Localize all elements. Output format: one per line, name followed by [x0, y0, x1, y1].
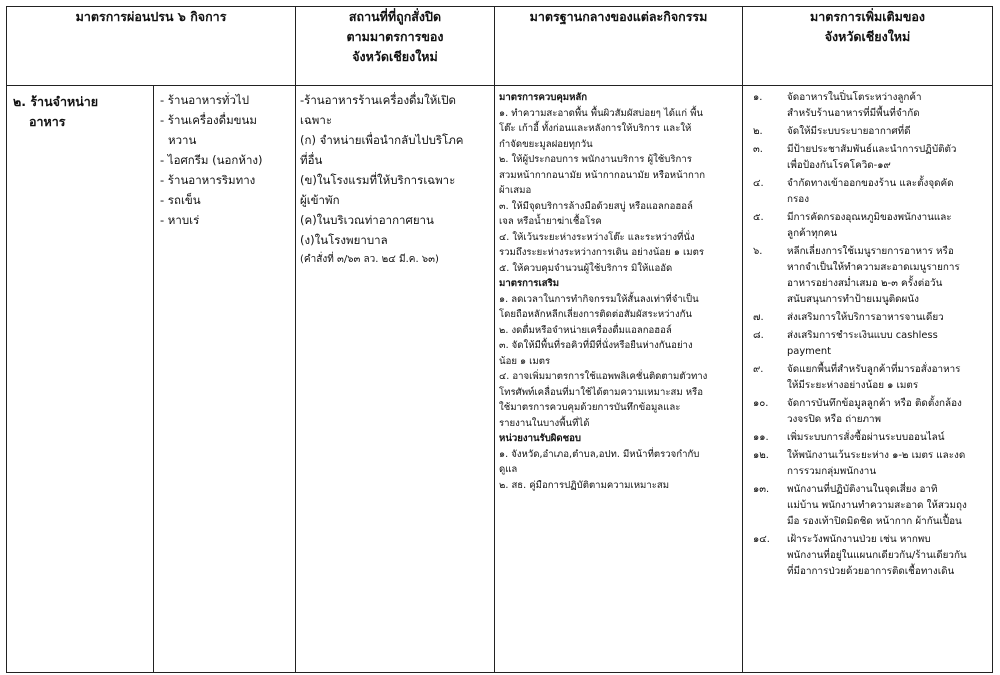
business-item: - ร้านอาหารริมทาง [160, 173, 256, 187]
extra-measure-number: ๕. [753, 212, 764, 223]
header-row [7, 7, 993, 86]
extra-measure-item [747, 328, 988, 362]
header-standard: มาตรฐานกลางของแต่ละกิจกรรม [495, 7, 743, 86]
extra-measure-line: จำกัดทางเข้าออกของร้าน และตั้งจุดคัด [787, 178, 954, 189]
standard-cell [495, 86, 743, 673]
extra-measure-line: จัดแยกพื้นที่สำหรับลูกค้าที่มารอสั่งอาหาร [787, 364, 961, 375]
extra-measure-text [787, 532, 988, 582]
order-reference: (คำสั่งที่ ๓/๖๓ ลว. ๒๔ มี.ค. ๖๓) [300, 254, 439, 265]
responsible-agency-title: หน่วยงานรับผิดชอบ [499, 433, 581, 444]
supplementary-measure-line: ๑. ลดเวลาในการทำกิจกรรมให้สั้นลงเท่าที่จำเป็น [499, 293, 699, 305]
supplementary-measure-line: น้อย ๑ เมตร [499, 355, 551, 367]
supplementary-measure-line: รายงานในบางพื้นที่ได้ [499, 417, 590, 429]
main-measure-line: ๒. ให้ผู้ประกอบการ พนักงานบริการ ผู้ใช้บริการ [499, 154, 692, 165]
supplementary-measures-title: มาตรการเสริม [499, 278, 560, 289]
extra-measure-line: หลีกเลี่ยงการใช้เมนูรายการอาหาร หรือ [787, 246, 954, 257]
responsible-agency-line: ๒. สธ. คู่มือการปฏิบัติตามความเหมาะสม [499, 479, 670, 491]
header-extra-line1: มาตรการเพิ่มเติมของ [810, 9, 925, 24]
measures-table-sheet [6, 6, 992, 668]
extra-measure-text [787, 310, 988, 328]
extra-measures-list [747, 90, 988, 582]
main-measure-line: เจล หรือน้ำยาฆ่าเชื้อโรค [499, 216, 602, 227]
extra-measure-number: ๑. [753, 92, 763, 103]
header-closed-line1: สถานที่ที่ถูกสั่งปิด [348, 9, 442, 24]
main-measure-line: ๓. ให้มีจุดบริการล้างมือด้วยสบู่ หรือแอลกอฮอล์ [499, 200, 693, 212]
extra-measure-number: ๗. [753, 312, 764, 323]
extra-measure-text [787, 244, 988, 310]
header-relax-measures: มาตรการผ่อนปรน ๖ กิจการ [7, 7, 296, 86]
supplementary-measure-line: ๓. จัดให้มีพื้นที่รอคิวที่มีที่นั่งหรือยืนห่างกันอย่าง [499, 340, 693, 351]
extra-measure-item [747, 124, 988, 142]
business-item: - ไอศกรีม (นอกห้าง) [160, 153, 263, 167]
extra-measure-item [747, 310, 988, 328]
extra-measure-line: ส่งเสริมการให้บริการอาหารจานเดียว [787, 312, 944, 323]
extra-measure-item [747, 396, 988, 430]
extra-measure-line: การรวมกลุ่มพนักงาน [787, 466, 877, 477]
business-item: - ร้านอาหารทั่วไป [160, 93, 250, 107]
extra-measure-line: ให้พนักงานเว้นระยะห่าง ๑-๒ เมตร และงด [787, 450, 966, 461]
extra-measure-line: จัดอาหารในปิ่นโตระหว่างลูกค้า [787, 92, 922, 103]
extra-measure-line: กรอง [787, 194, 810, 205]
main-measure-line: ๔. ให้เว้นระยะห่างระหว่างโต๊ะ และระหว่างที่นั่ง [499, 231, 695, 243]
extra-measure-item [747, 142, 988, 176]
extra-measure-line: ลูกค้าทุกคน [787, 228, 838, 239]
supplementary-measure-line: ๔. อาจเพิ่มมาตรการใช้แอพพลิเคชั่นติดตามตัวทาง [499, 371, 708, 382]
extra-measure-item [747, 210, 988, 244]
extra-measure-line: พนักงานที่ปฏิบัติงานในจุดเสี่ยง อาทิ [787, 484, 938, 495]
category-line2: อาหาร [29, 114, 66, 129]
business-item: - หาบเร่ [160, 213, 200, 227]
header-extra-line2: จังหวัดเชียงใหม่ [824, 29, 911, 44]
extra-measure-line: วงจรปิด หรือ ถ่ายภาพ [787, 414, 882, 425]
extra-measure-text [787, 448, 988, 482]
extra-measure-text [787, 362, 988, 396]
main-measures-title: มาตรการควบคุมหลัก [499, 92, 588, 103]
supplementary-measure-line: โดยถือหลักหลีกเลี่ยงการติดต่อสัมผัสระหว่างกัน [499, 309, 692, 320]
extra-measure-text [787, 142, 988, 176]
closed-place-line: -ร้านอาหารร้านเครื่องดื่มให้เปิด [300, 93, 457, 107]
main-measures-lines [499, 106, 738, 277]
main-measure-line: ๕. ให้ควบคุมจำนวนผู้ใช้บริการ มิให้แออัด [499, 262, 673, 274]
extra-measure-number: ๒. [753, 126, 763, 137]
closed-place-line: ผู้เข้าพัก [300, 193, 340, 207]
business-item: หวาน [168, 133, 197, 147]
extra-measure-item [747, 244, 988, 310]
closed-place-line: เฉพาะ [300, 113, 332, 127]
extra-measure-line: payment [787, 346, 832, 357]
extra-measure-number: ๙. [753, 364, 764, 375]
business-list-cell [154, 86, 296, 673]
closed-place-line: (ค)ในบริเวณท่าอากาศยาน [300, 213, 434, 227]
extra-measure-item [747, 448, 988, 482]
extra-measure-line: พนักงานที่อยู่ในแผนกเดียวกัน/ร้านเดียวกัน [787, 550, 967, 561]
extra-measure-number: ๖. [753, 246, 763, 257]
extra-measure-line: ให้มีระยะห่างอย่างน้อย ๑ เมตร [787, 380, 919, 391]
closed-places-lines [300, 90, 490, 250]
extra-measure-item [747, 90, 988, 124]
extra-measure-line: หากจำเป็นให้ทำความสะอาดเมนูรายการ [787, 262, 960, 273]
closed-place-line: (ก) จำหน่ายเพื่อนำกลับไปบริโภค [300, 133, 464, 147]
extra-measure-text [787, 396, 988, 430]
extra-measure-line: แม่บ้าน พนักงานทำความสะอาด ให้สวมถุง [787, 500, 967, 511]
extra-measure-line: เพื่อป้องกันโรคโควิด-๑๙ [787, 160, 891, 171]
responsible-agency-line: ๑. จังหวัด,อำเภอ,ตำบล,อปท. มีหน้าที่ตรวจกำกับ [499, 448, 700, 460]
extra-measure-number: ๓. [753, 144, 763, 155]
extra-measure-item [747, 176, 988, 210]
responsible-agency-lines [499, 447, 738, 494]
extra-measure-number: ๔. [753, 178, 764, 189]
main-measure-line: สวมหน้ากากอนามัย หน้ากากอนามัย หรือหน้ากาก [499, 169, 706, 181]
supplementary-measure-line: ใช้มาตรการควบคุมด้วยการบันทึกข้อมูลและ [499, 402, 681, 413]
extra-measure-text [787, 430, 988, 448]
closed-place-line: (ข)ในโรงแรมที่ให้บริการเฉพาะ [300, 173, 456, 187]
main-measure-line: ผ้าเสมอ [499, 185, 532, 196]
extra-measure-text [787, 328, 988, 362]
food-shop-row [7, 86, 993, 673]
extra-measure-line: มีการคัดกรองอุณหภูมิของพนักงานและ [787, 212, 952, 223]
extra-measure-text [787, 124, 988, 142]
closed-place-line: ที่อื่น [300, 153, 323, 167]
header-closed-line2: ตามมาตรการของ [346, 29, 444, 44]
extra-measure-number: ๑๐. [753, 398, 769, 409]
extra-measure-text [787, 210, 988, 244]
business-list [154, 86, 295, 230]
header-extra-measures [743, 7, 993, 86]
extra-measure-line: เพิ่มระบบการสั่งซื้อผ่านระบบออนไลน์ [787, 432, 945, 443]
extra-measure-line: มือ รองเท้าปิดมิดชิด หน้ากาก ผ้ากันเปื้อน [787, 516, 962, 527]
supplementary-measures-lines [499, 292, 738, 432]
header-closed-line3: จังหวัดเชียงใหม่ [352, 49, 438, 64]
extra-measure-item [747, 532, 988, 582]
main-measure-line: โต๊ะ เก้าอี้ ทั้งก่อนและหลังการให้บริการ และให้ [499, 123, 692, 134]
closed-place-line: (ง)ในโรงพยาบาล [300, 233, 388, 247]
responsible-agency-line: ดูแล [499, 464, 518, 475]
main-measure-line: กำจัดขยะมูลฝอยทุกวัน [499, 138, 593, 150]
extra-measure-item [747, 362, 988, 396]
extra-measure-line: จัดให้มีระบบระบายอากาศที่ดี [787, 126, 911, 137]
extra-measure-number: ๑๓. [753, 484, 770, 495]
extra-measure-line: ที่มีอาการป่วยด้วยอาการติดเชื้อทางเดิน [787, 566, 955, 577]
closed-places-cell [296, 86, 495, 673]
extra-measure-item [747, 430, 988, 448]
extra-measure-line: ส่งเสริมการชำระเงินแบบ cashless [787, 330, 938, 341]
extra-measure-number: ๑๔. [753, 534, 770, 545]
main-measure-line: ๑. ทำความสะอาดพื้น พื้นผิวสัมผัสบ่อยๆ ได้แก่ พื้น [499, 107, 703, 119]
extra-measure-number: ๑๒. [753, 450, 769, 461]
header-closed-places [296, 7, 495, 86]
extra-measure-item [747, 482, 988, 532]
extra-measure-text [787, 482, 988, 532]
main-measure-line: รวมถึงระยะห่างระหว่างการเดิน อย่างน้อย ๑ เมตร [499, 247, 704, 258]
supplementary-measure-line: โทรศัพท์เคลื่อนที่มาใช้ได้ตามความเหมาะสม หรือ [499, 386, 703, 398]
extra-measure-number: ๑๑. [753, 432, 769, 443]
extra-measure-line: อาหารอย่างสม่ำเสมอ ๒-๓ ครั้งต่อวัน [787, 278, 943, 289]
category-cell [7, 86, 154, 673]
extra-measure-line: สำหรับร้านอาหารที่มีพื้นที่จำกัด [787, 108, 920, 119]
extra-measure-line: มีป้ายประชาสัมพันธ์และนำการปฏิบัติตัว [787, 144, 957, 155]
category-line1: ๒. ร้านจำหน่าย [13, 94, 99, 109]
supplementary-measure-line: ๒. งดดื่มหรือจำหน่ายเครื่องดื่มแอลกอฮอล์ [499, 324, 672, 336]
business-item: - รถเข็น [160, 193, 201, 207]
extra-measure-text [787, 176, 988, 210]
extra-measure-line: จัดการบันทึกข้อมูลลูกค้า หรือ ติดตั้งกล้อง [787, 398, 962, 409]
business-item: - ร้านเครื่องดื่มขนม [160, 113, 257, 127]
extra-measure-number: ๘. [753, 330, 764, 341]
extra-measure-line: สนับสนุนการทำป้ายเมนูติดผนัง [787, 294, 919, 305]
extra-measures-cell [743, 86, 993, 673]
extra-measure-text [787, 90, 988, 124]
measures-table [6, 6, 993, 673]
extra-measure-line: เฝ้าระวังพนักงานป่วย เช่น หากพบ [787, 534, 931, 545]
